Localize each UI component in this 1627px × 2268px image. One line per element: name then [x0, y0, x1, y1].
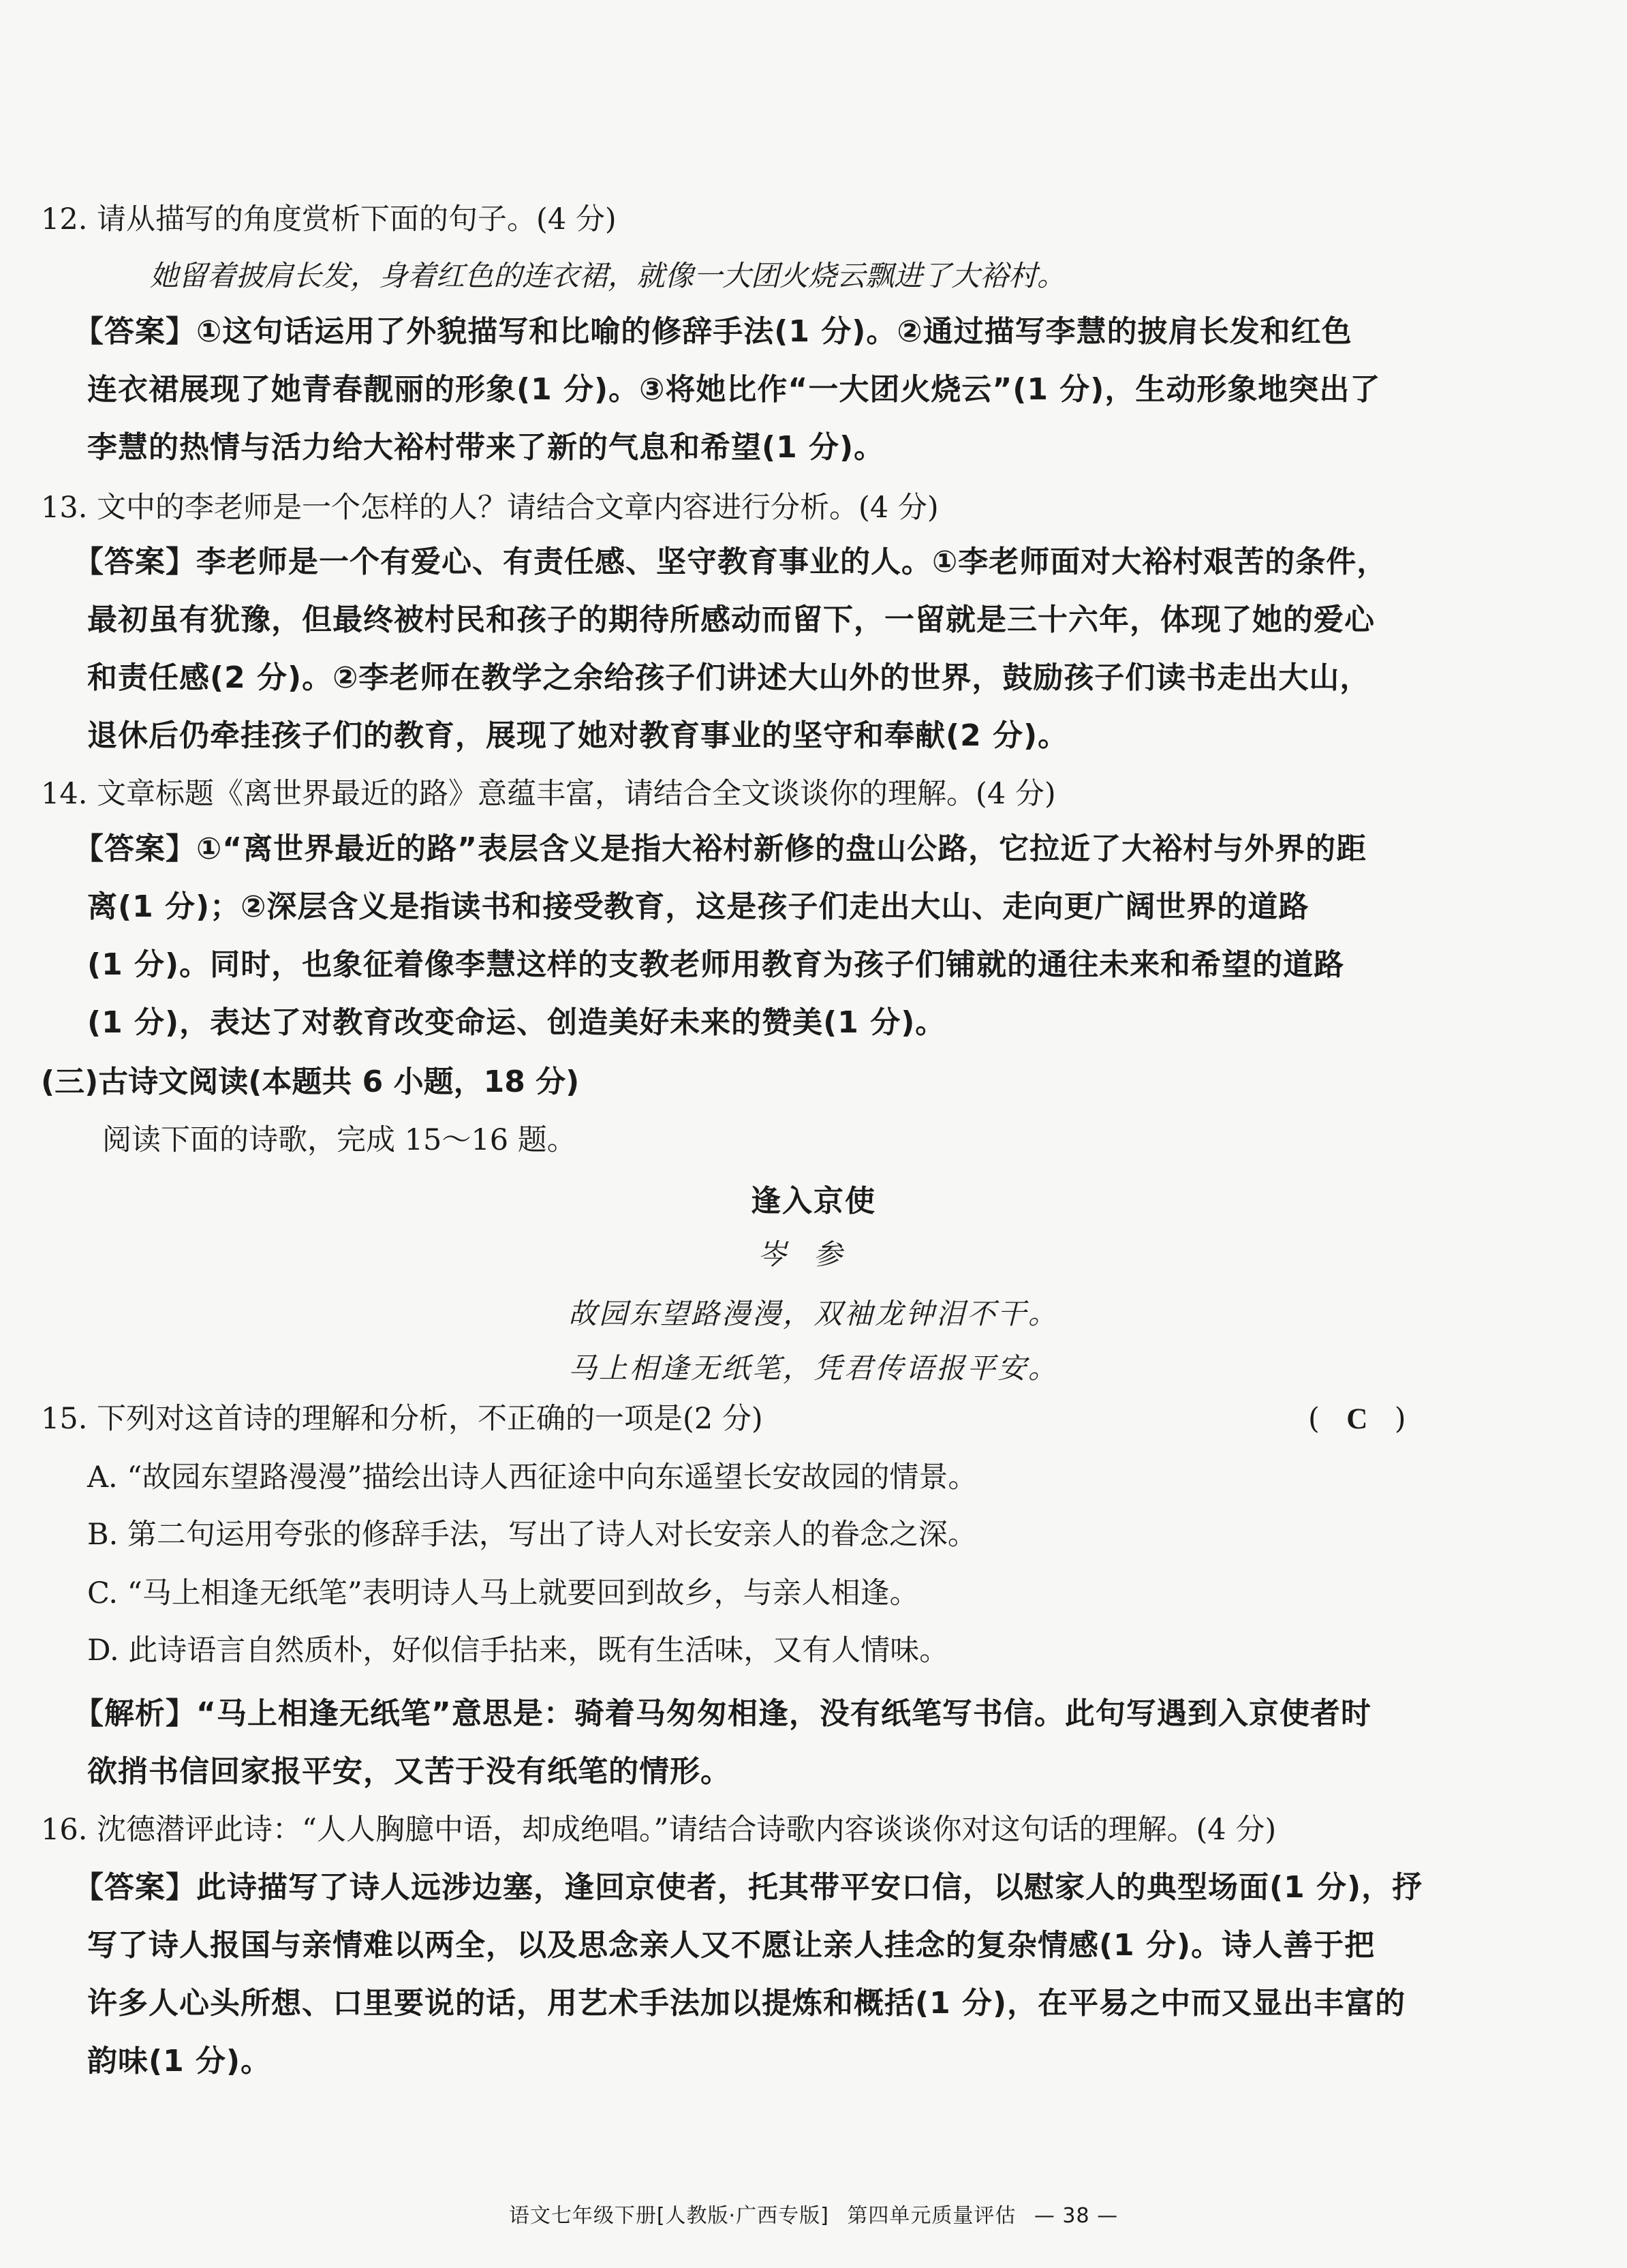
answer-tag: 【答案】 — [74, 314, 196, 349]
question-13: 13. 文中的李老师是一个怎样的人？请结合文章内容进行分析。(4 分) — [41, 491, 939, 525]
answer-16 — [74, 1858, 1444, 2090]
poem-author: 岑参 — [757, 1238, 869, 1271]
answer-line: (1 分)，表达了对教育改变命运、创造美好未来的赞美(1 分)。 — [87, 1005, 946, 1040]
answer-14 — [74, 820, 1444, 1052]
option-d: D. 此诗语言自然质朴，好似信手拈来，既有生活味，又有人情味。 — [87, 1634, 949, 1668]
question-15: 15. 下列对这首诗的理解和分析，不正确的一项是(2 分) — [41, 1402, 763, 1436]
answer-tag: 【答案】 — [74, 1870, 196, 1905]
question-14: 14. 文章标题《离世界最近的路》意蕴丰富，请结合全文谈谈你的理解。(4 分) — [41, 777, 1056, 811]
answer-choice: C — [1346, 1403, 1368, 1435]
footer-book: 语文七年级下册[人教版·广西专版] — [508, 2204, 829, 2228]
answer-13 — [74, 533, 1444, 765]
answer-line: 最初虽有犹豫，但最终被村民和孩子的期待所感动而留下，一留就是三十六年，体现了她的爱心 — [87, 602, 1375, 637]
analysis-tag: 【解析】 — [74, 1696, 196, 1731]
answer-line: 和责任感(2 分)。②李老师在教学之余给孩子们讲述大山外的世界，鼓励孩子们读书走出大山， — [87, 660, 1371, 695]
answer-line: 写了诗人报国与亲情难以两全，以及思念亲人又不愿让亲人挂念的复杂情感(1 分)。诗人善于把 — [87, 1928, 1376, 1963]
question-12: 12. 请从描写的角度赏析下面的句子。(4 分) — [41, 202, 617, 236]
answer-tag: 【答案】 — [74, 545, 196, 579]
option-b: B. 第二句运用夸张的修辞手法，写出了诗人对长安亲人的眷念之深。 — [87, 1518, 977, 1552]
answer-line: 许多人心头所想、口里要说的话，用艺术手法加以提炼和概括(1 分)，在平易之中而又显出丰富的 — [87, 1986, 1406, 2021]
option-a: A. “故园东望路漫漫”描绘出诗人西征途中向东遥望长安故园的情景。 — [87, 1460, 978, 1495]
answer-line: 退休后仍牵挂孩子们的教育，展现了她对教育事业的坚守和奉献(2 分)。 — [87, 718, 1069, 753]
answer-line: 【答案】①“离世界最近的路”表层含义是指大裕村新修的盘山公路，它拉近了大裕村与外界的距 — [74, 831, 1367, 866]
answer-line: 韵味(1 分)。 — [87, 2044, 272, 2079]
analysis-15 — [74, 1685, 1444, 1800]
answer-line: 连衣裙展现了她青春靓丽的形象(1 分)。③将她比作“一大团火烧云”(1 分)，生动形象地突出了 — [87, 372, 1381, 407]
answer-tag: 【答案】 — [74, 831, 196, 866]
answer-line: 【答案】李老师是一个有爱心、有责任感、坚守教育事业的人。①李老师面对大裕村艰苦的条件， — [74, 545, 1388, 579]
section-instruction: 阅读下面的诗歌，完成 15～16 题。 — [102, 1123, 576, 1157]
analysis-line: 欲捎书信回家报平安，又苦于没有纸笔的情形。 — [87, 1754, 731, 1789]
poem-title: 逢入京使 — [751, 1184, 876, 1219]
answer-line: 【答案】此诗描写了诗人远涉边塞，逢回京使者，托其带平安口信，以慰家人的典型场面(1 分)，抒 — [74, 1870, 1423, 1905]
answer-line: 离(1 分)；②深层含义是指读书和接受教育，这是孩子们走出大山、走向更广阔世界的道路 — [87, 889, 1310, 924]
question-16: 16. 沈德潜评此诗：“人人胸臆中语，却成绝唱。”请结合诗歌内容谈谈你对这句话的理解。(4 分) — [41, 1813, 1277, 1847]
poem-line: 故园东望路漫漫，双袖龙钟泪不干。 — [568, 1297, 1059, 1330]
page-number: — 38 — — [1034, 2204, 1119, 2228]
answer-line: 李慧的热情与活力给大裕村带来了新的气息和希望(1 分)。 — [87, 430, 885, 465]
poem-line: 马上相逢无纸笔，凭君传语报平安。 — [568, 1351, 1059, 1385]
footer-unit: 第四单元质量评估 — [847, 2204, 1017, 2228]
option-c: C. “马上相逢无纸笔”表明诗人马上就要回到故乡，与亲人相逢。 — [87, 1576, 919, 1610]
question-12-quote: 她留着披肩长发，身着红色的连衣裙，就像一大团火烧云飘进了大裕村。 — [150, 259, 1066, 292]
answer-12 — [74, 303, 1444, 476]
page-footer — [0, 2198, 1627, 2228]
answer-bracket: ( C ) — [1308, 1398, 1406, 1440]
analysis-line: 【解析】“马上相逢无纸笔”意思是：骑着马匆匆相逢，没有纸笔写书信。此句写遇到入京使者时 — [74, 1696, 1372, 1731]
answer-line: 【答案】①这句话运用了外貌描写和比喻的修辞手法(1 分)。②通过描写李慧的披肩长发和红色 — [74, 314, 1352, 349]
section-heading: (三)古诗文阅读(本题共 6 小题，18 分) — [41, 1064, 580, 1099]
answer-line: (1 分)。同时，也象征着像李慧这样的支教老师用教育为孩子们铺就的通往未来和希望的道路 — [87, 947, 1345, 982]
